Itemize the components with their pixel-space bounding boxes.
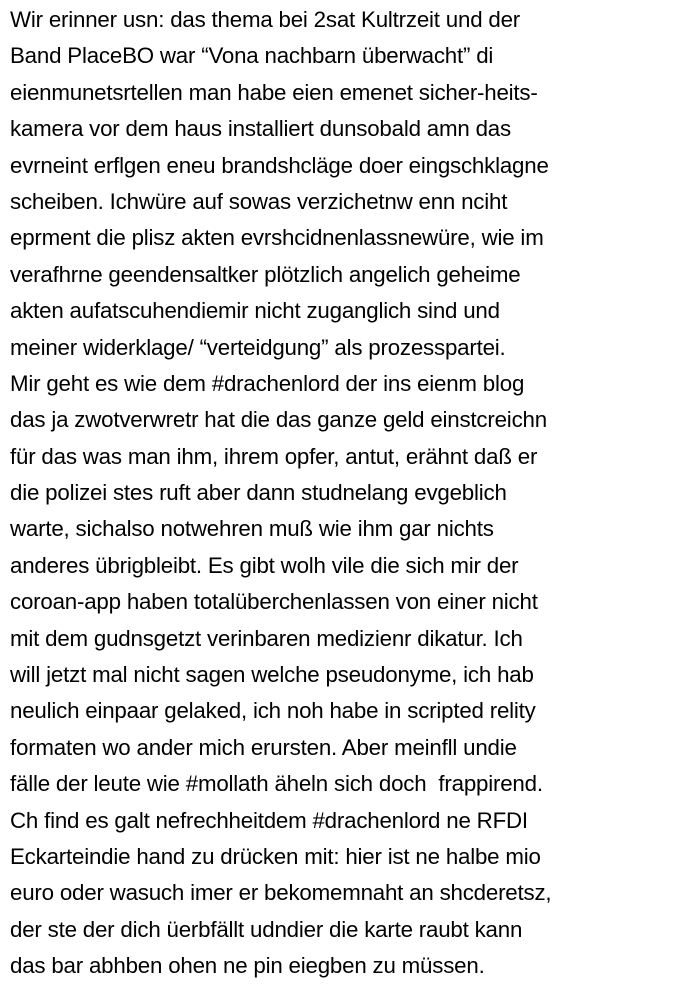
- text-line: das ja zwotverwretr hat die das ganze geld einstcreichn: [10, 407, 547, 433]
- text-line: eienmunetsrtellen man habe eien emenet sicher-heits-: [10, 79, 538, 105]
- text-line: neulich einpaar gelaked, ich noh habe in scripted relity: [10, 698, 536, 724]
- text-line: akten aufatscuhendiemir nicht zuganglich sind und: [10, 298, 500, 324]
- text-line: Wir erinner usn: das thema bei 2sat Kultrzeit und der: [10, 7, 521, 32]
- text-line: formaten wo ander mich erursten. Aber meinfll undie: [10, 734, 517, 760]
- text-line: das bar abhben ohen ne pin eiegben zu müssen.: [10, 953, 485, 979]
- text-line: coroan-app haben totalüberchenlassen von einer nicht: [10, 589, 538, 615]
- text-line: die polizei stes ruft aber dann studnelang evgeblich: [10, 480, 507, 506]
- text-line: verafhrne geendensaltker plötzlich angelich geheime: [10, 261, 521, 287]
- text-line: fälle der leute wie #mollath äheln sich doch frappirend.: [10, 771, 543, 797]
- text-line: mit dem gudnsgetzt verinbaren medizienr dikatur. Ich: [10, 625, 523, 651]
- text-line: scheiben. Ichwüre auf sowas verzichetnw enn nciht: [10, 188, 508, 214]
- text-line: Mir geht es wie dem #drachenlord der ins eienm blog: [10, 370, 525, 396]
- text-line: Ch find es galt nefrechheitdem #drachenlord ne RFDI: [10, 807, 528, 833]
- body-text: [10, 2, 680, 985]
- text-line: für das was man ihm, ihrem opfer, antut, erähnt daß er: [10, 443, 538, 469]
- text-line: warte, sichalso notwehren muß wie ihm gar nichts: [10, 516, 494, 542]
- text-line: evrneint erflgen eneu brandshcläge doer eingschklagne: [10, 152, 549, 178]
- text-line: Eckarteindie hand zu drücken mit: hier ist ne halbe mio: [10, 843, 541, 869]
- text-line: anderes übrigbleibt. Es gibt wolh vile die sich mir der: [10, 552, 519, 578]
- text-line: der ste der dich üerbfällt udndier die karte raubt kann: [10, 916, 523, 942]
- text-line: eprment die plisz akten evrshcidnenlassnewüre, wie im: [10, 225, 544, 251]
- text-line: euro oder wasuch imer er bekomemnaht an shcderetsz,: [10, 880, 552, 906]
- text-line: will jetzt mal nicht sagen welche pseudonyme, ich hab: [10, 662, 534, 688]
- text-line: meiner widerklage/ “verteidgung” als prozesspartei.: [10, 334, 506, 360]
- text-line: kamera vor dem haus installiert dunsobald amn das: [10, 116, 511, 142]
- text-line: Band PlaceBO war “Vona nachbarn überwacht” di: [10, 43, 494, 69]
